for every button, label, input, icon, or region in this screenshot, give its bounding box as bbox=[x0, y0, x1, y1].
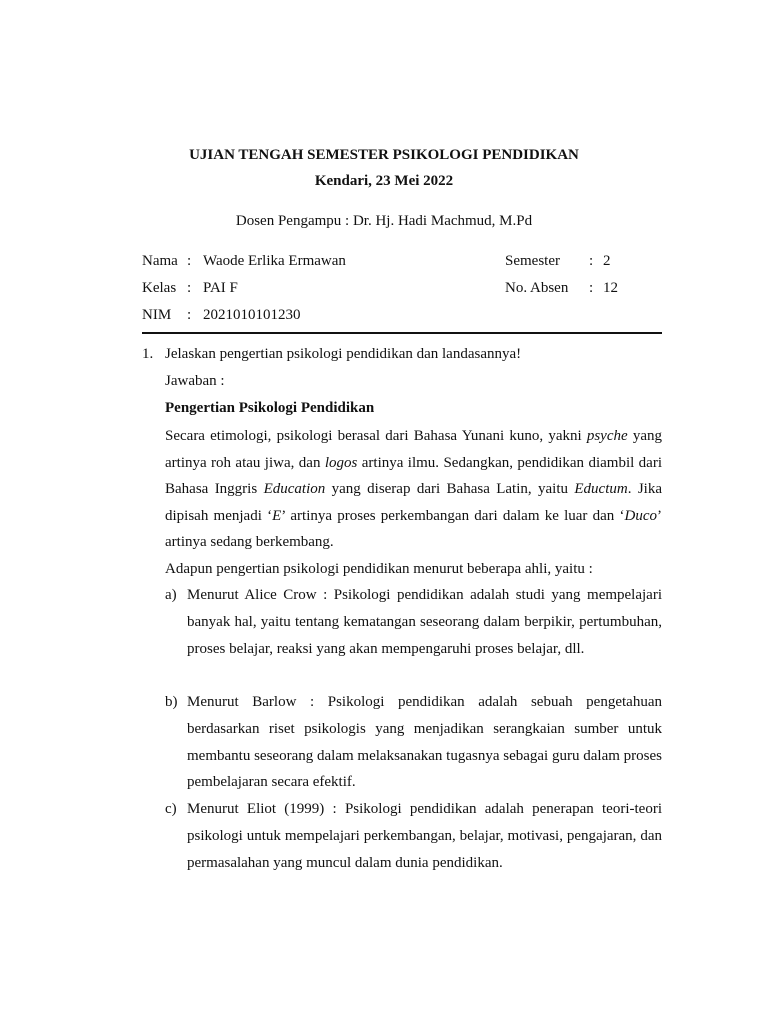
experts-intro: Adapun pengertian psikologi pendidikan menurut beberapa ahli, yaitu : bbox=[165, 561, 593, 577]
etymology-text: ’ artinya sedang berkembang. bbox=[165, 507, 662, 550]
list-item: Menurut Barlow : Psikologi pendidikan adalah sebuah pengetahuan berdasarkan riset psikologis yang menjadikan serangkaian sumber untuk membantu seseorang dalam melaksanakan tugasnya sebagai guru dalam proses pembelajaran secara efektif. bbox=[187, 694, 662, 791]
term-duco: Duco bbox=[624, 507, 657, 524]
list-item-label: c) bbox=[165, 801, 177, 817]
term-logos: logos bbox=[324, 454, 358, 471]
place-date: Kendari, 23 Mei 2022 bbox=[314, 173, 454, 189]
answer-label: Jawaban : bbox=[165, 373, 225, 389]
term-e: E bbox=[272, 507, 282, 524]
list-item-label: a) bbox=[165, 587, 177, 603]
list-item-label: b) bbox=[165, 694, 178, 710]
term-eductum: Eductum bbox=[574, 481, 628, 497]
question-text: Jelaskan pengertian psikologi pendidikan dan landasannya! bbox=[165, 346, 522, 362]
list-item: Menurut Eliot (1999) : Psikologi pendidikan adalah penerapan teori-teori psikologi untuk mempelajari perkembangan, belajar, motivasi, pengajaran, dan permasalahan yang muncul dalam dunia pendidikan. bbox=[187, 801, 662, 871]
question-number: 1. bbox=[142, 346, 154, 362]
name-label: Nama bbox=[142, 253, 178, 269]
absen-value: 12 bbox=[603, 280, 618, 296]
term-psyche: psyche bbox=[586, 428, 628, 444]
etymology-text: yang diserap dari Bahasa Latin, yaitu bbox=[325, 481, 575, 497]
name-colon: : bbox=[187, 253, 192, 269]
absen-label: No. Absen bbox=[505, 280, 569, 296]
class-label: Kelas bbox=[142, 280, 177, 296]
etymology-text: yang artinya roh atau jiwa, dan bbox=[165, 428, 662, 471]
section-heading: Pengertian Psikologi Pendidikan bbox=[165, 400, 375, 416]
class-colon: : bbox=[187, 280, 192, 296]
nim-label: NIM bbox=[142, 307, 172, 323]
etymology-text: Secara etimologi, psikologi berasal dari Bahasa Yunani kuno, yakni bbox=[165, 428, 587, 444]
absen-colon: : bbox=[589, 280, 594, 296]
header-divider bbox=[142, 332, 662, 334]
etymology-text: ’ artinya proses perkembangan dari dalam ke luar dan ‘ bbox=[281, 507, 625, 524]
list-item: Menurut Alice Crow : Psikologi pendidikan adalah studi yang mempelajari banyak hal, yaitu tentang kematangan seseorang dalam berpikir, pertumbuhan, proses belajar, reaksi yang akan mempengaruhi proses belajar, dll. bbox=[187, 587, 662, 657]
name-value: Waode Erlika Ermawan bbox=[203, 253, 346, 269]
semester-label: Semester bbox=[505, 253, 560, 269]
lecturer-line: Dosen Pengampu : Dr. Hj. Hadi Machmud, M.Pd bbox=[235, 213, 533, 229]
exam-title: UJIAN TENGAH SEMESTER PSIKOLOGI PENDIDIKAN bbox=[189, 147, 579, 163]
class-value: PAI F bbox=[203, 280, 238, 296]
nim-value: 2021010101230 bbox=[203, 307, 301, 323]
semester-colon: : bbox=[589, 253, 594, 269]
semester-value: 2 bbox=[603, 253, 611, 269]
etymology-text: artinya ilmu. Sedangkan, pendidikan diambil dari Bahasa Inggris bbox=[165, 454, 662, 497]
term-education: Education bbox=[263, 481, 326, 497]
nim-colon: : bbox=[187, 307, 192, 323]
etymology-paragraph bbox=[165, 423, 662, 556]
etymology-text: . Jika dipisah menjadi ‘ bbox=[165, 481, 663, 524]
